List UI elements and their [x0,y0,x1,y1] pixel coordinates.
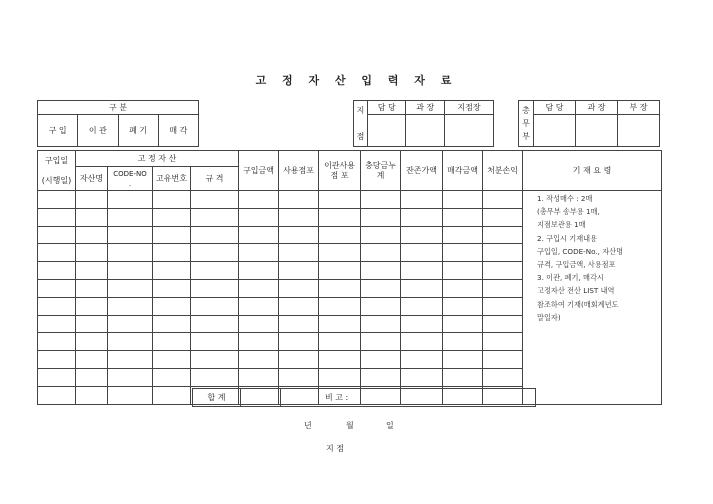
asset-group-header: 고 정 자 산 [76,151,239,167]
table-cell [239,191,279,209]
table-cell [153,208,191,226]
classification-purchase: 구 입 [38,115,78,147]
table-cell [319,297,361,315]
table-cell [239,368,279,386]
table-cell [279,315,319,333]
classification-header: 구 분 [38,101,199,115]
table-cell [319,191,361,209]
classification-disposal: 폐 기 [118,115,158,147]
total-label: 합 계 [193,389,241,407]
table-cell [443,279,483,297]
table-cell [38,262,76,280]
table-cell [319,368,361,386]
table-cell [76,191,108,209]
table-cell [279,262,319,280]
table-cell [76,279,108,297]
instruction-line: 구입일, CODE-No., 자산명 [537,246,624,256]
table-cell [108,191,153,209]
classification-transfer: 이 관 [78,115,118,147]
table-cell [483,244,523,262]
hq-approval-label: 총 무 부 [519,101,534,147]
table-cell [191,226,239,244]
table-cell [361,333,401,351]
purchase-amount-header: 구입금액 [239,151,279,191]
table-cell [38,368,76,386]
branch-approval-box [353,100,494,147]
table-cell [191,208,239,226]
table-cell [191,191,239,209]
table-cell [76,386,108,404]
table-cell [361,351,401,369]
branch-staff-sign [368,115,406,147]
table-cell [401,244,443,262]
spec-header: 규 격 [191,167,239,191]
table-cell [483,368,523,386]
table-cell [483,315,523,333]
table-cell [279,279,319,297]
table-cell [401,315,443,333]
table-cell [279,333,319,351]
branch-staff-header: 담 당 [368,101,406,115]
table-cell [443,333,483,351]
table-cell [38,351,76,369]
table-cell [361,226,401,244]
table-cell [191,333,239,351]
table-cell [38,279,76,297]
instruction-line: 말일자) [537,312,561,322]
branch-head-sign [444,115,493,147]
table-cell [443,208,483,226]
branch-head-header: 지점장 [444,101,493,115]
table-cell [153,262,191,280]
table-cell [443,351,483,369]
instruction-line: 규격, 구입금액, 사용점포 [537,260,616,270]
hq-staff-sign [534,115,576,147]
table-cell [401,297,443,315]
hq-head-header: 부 장 [618,101,660,115]
table-cell [319,351,361,369]
branch-manager-header: 과 장 [406,101,444,115]
classification-sale: 매 각 [158,115,198,147]
table-cell [483,226,523,244]
table-cell [319,208,361,226]
table-cell [319,315,361,333]
table-cell [153,386,191,404]
table-cell [191,279,239,297]
table-cell [279,191,319,209]
reserve-header: 충당금누 계 [361,151,401,191]
table-cell [108,386,153,404]
date-day: 일 [386,421,394,430]
table-cell [191,351,239,369]
table-cell [401,191,443,209]
table-cell [319,244,361,262]
table-cell [153,226,191,244]
hq-staff-header: 담 당 [534,101,576,115]
table-cell [401,333,443,351]
table-cell [401,368,443,386]
hq-approval-box [518,100,660,147]
table-cell [191,262,239,280]
table-cell [108,351,153,369]
table-cell [319,262,361,280]
table-cell [239,244,279,262]
table-cell [153,191,191,209]
residual-value-header: 잔존가액 [401,151,443,191]
footer-row [192,388,536,407]
table-cell [401,208,443,226]
unique-no-header: 고유번호 [153,167,191,191]
table-cell [361,368,401,386]
table-cell [153,315,191,333]
table-cell [76,315,108,333]
table-cell [443,368,483,386]
total-value [241,389,281,407]
table-cell [191,368,239,386]
table-cell [319,279,361,297]
table-cell [38,297,76,315]
table-cell [401,262,443,280]
table-cell [361,262,401,280]
table-cell [76,262,108,280]
transfer-dept-header: 이관사용 점 포 [319,151,361,191]
instruction-line: 지점보관용 1매 [537,220,586,230]
table-cell [483,208,523,226]
instruction-line: 2. 구입시 기재내용 [537,233,598,243]
table-cell [153,297,191,315]
table-cell [108,333,153,351]
table-cell [76,226,108,244]
date-month: 월 [346,421,354,430]
instruction-line: (총무부 송부용 1매, [537,207,600,217]
table-cell [443,262,483,280]
table-cell [443,315,483,333]
table-cell [191,297,239,315]
table-cell [401,279,443,297]
hq-manager-header: 과 장 [576,101,618,115]
instruction-line: 고정자산 전산 LIST 내역 [537,286,615,296]
table-cell [76,208,108,226]
table-cell [319,333,361,351]
table-cell [443,297,483,315]
table-cell [361,191,401,209]
disposal-pl-header: 처분손익 [483,151,523,191]
purchase-date-header: 구입일 (시행일) [38,151,76,191]
table-cell [239,208,279,226]
table-cell [279,208,319,226]
table-cell [483,297,523,315]
table-cell [76,351,108,369]
page-title: 고 정 자 산 입 력 자 료 [255,74,458,87]
table-cell [361,279,401,297]
classification-box [37,100,199,147]
table-cell [108,279,153,297]
table-cell [319,226,361,244]
table-cell [153,368,191,386]
table-cell [38,333,76,351]
table-cell [76,368,108,386]
table-cell [108,226,153,244]
table-cell [108,297,153,315]
table-cell [153,244,191,262]
table-cell [443,244,483,262]
table-cell [108,262,153,280]
table-cell [483,279,523,297]
table-cell [239,351,279,369]
table-cell [279,368,319,386]
table-cell [76,333,108,351]
date-branch: 지 점 [326,444,344,453]
instructions-header: 기 재 요 령 [523,151,662,191]
table-cell [153,279,191,297]
table-cell [239,279,279,297]
table-cell [108,244,153,262]
table-cell [279,297,319,315]
table-cell [483,351,523,369]
table-cell [443,191,483,209]
instruction-line: 1. 작성매수 : 2매 [537,194,593,203]
table-cell [153,351,191,369]
table-cell [483,262,523,280]
table-cell [239,262,279,280]
table-cell [361,208,401,226]
instructions-list [537,192,663,324]
table-cell [239,315,279,333]
branch-manager-sign [406,115,444,147]
table-cell [153,333,191,351]
branch-approval-label: 지 점 [354,101,368,147]
table-cell [38,226,76,244]
table-cell [38,315,76,333]
table-cell [483,191,523,209]
table-cell [361,315,401,333]
table-cell [191,315,239,333]
remarks-label: 비 고 : [281,389,536,407]
date-year: 년 [304,421,312,430]
table-cell [38,191,76,209]
table-cell [108,315,153,333]
table-cell [279,351,319,369]
table-cell [239,333,279,351]
table-cell [401,226,443,244]
table-cell [76,244,108,262]
table-cell [361,244,401,262]
instruction-line: 참조하여 기재(매회계년도 [537,299,619,309]
hq-head-sign [618,115,660,147]
table-cell [38,244,76,262]
table-cell [191,244,239,262]
table-cell [443,226,483,244]
table-cell [401,351,443,369]
instruction-line: 3. 이관, 폐기, 매각시 [537,273,604,283]
table-cell [108,208,153,226]
table-cell [38,208,76,226]
table-cell [279,226,319,244]
table-cell [76,297,108,315]
asset-name-header: 자산명 [76,167,108,191]
table-cell [108,368,153,386]
table-cell [361,297,401,315]
table-cell [483,333,523,351]
hq-manager-sign [576,115,618,147]
usage-dept-header: 사용점포 [279,151,319,191]
table-cell [239,226,279,244]
table-cell [239,297,279,315]
table-cell [279,244,319,262]
sale-amount-header: 매각금액 [443,151,483,191]
table-cell [38,386,76,404]
code-no-header: CODE-NO . [108,167,153,191]
